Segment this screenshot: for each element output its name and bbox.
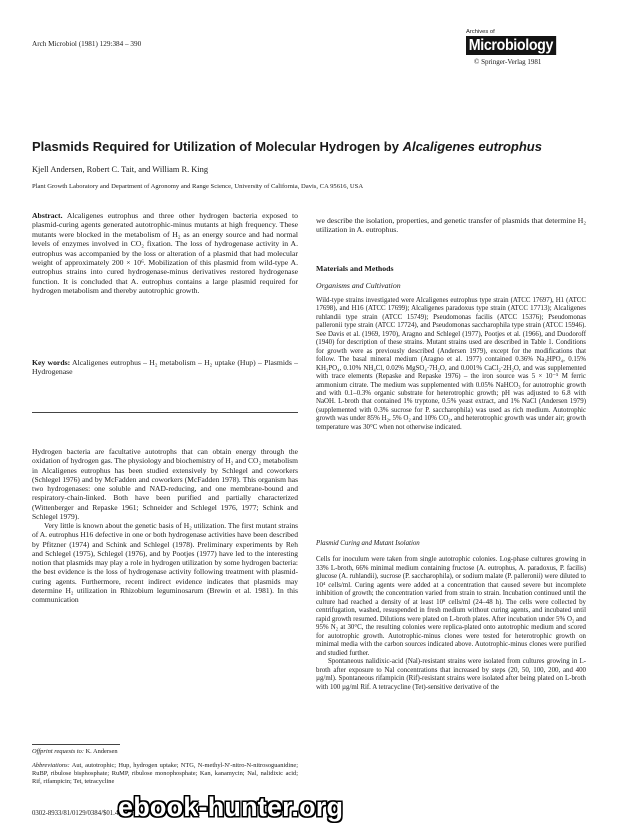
intro-paragraph-1: Hydrogen bacteria are facultative autotrophs that can obtain energy through the oxidation of hydrogen gas. The physiology and biochemistry of H₂ and CO₂ metabolism in Alcaligenes eutrophus has been studied extensively by Schlegel and coworkers (Schlegel 1976) and by McFadden and coworkers (McFadden 1978). This organism has two hydrogenases: one soluble and NAD-reducing, and one membrane-bound and respiratory-chain-linked. Both have been purified and partially characterized (Wittenberger and Repaske 1961; Schneider and Schlegel 1976, 1977; Schink and Schlegel 1979).	[32, 447, 298, 521]
journal-reference: Arch Microbiol (1981) 129:384 – 390	[32, 40, 142, 48]
article-affiliation: Plant Growth Laboratory and Department of Agronomy and Range Science, University of California, Davis, CA 95616, USA	[32, 183, 364, 190]
article-title-italic: Alcaligenes eutrophus	[402, 139, 542, 154]
keywords-paragraph	[32, 358, 298, 377]
abstract-label: Abstract.	[32, 211, 63, 220]
methods-paragraph-2: Cells for inoculum were taken from single autotrophic colonies. Log-phase cultures growing in 33% L-broth, 66% minimal medium containing fructose (A. eutrophus, A. paradoxus, P. facilis) glucose (A. ruhlandii), sucrose (P. saccharophila), or sodium malate (P. palleronii) were diluted to 10⁴ cells/ml. Curing agents were added at a concentration that caused severe but incomplete inhibition of growth; the concentration varied from strain to strain. Incubation continued until the culture had reached a density of at least 10⁸ cells/ml (24–48 h). The cells were collected by centrifugation, washed, resuspended in fresh medium without curing agents, and incubated until rapid growth resumed. Dilutions were plated on L-broth plates. After incubation under 5% O₂ and 95% N₂ at 30°C, the resulting colonies were replica-plated onto autotrophic medium and scored for autotrophic growth. Autotrophic-minus clones were tested for heterotrophic growth on minimal media with the carbon sources indicated above. Autotrophic-minus clones were purified and studied further.	[316, 556, 586, 657]
abstract-paragraph	[32, 211, 298, 296]
abbreviations-text: Aut, autotrophic; Hup, hydrogen uptake; NTG, N-methyl-N'-nitro-N-nitrosoguanidine; RuBP, ribulose bisphosphate; RuMP, ribulose monophosphate; Kan, kanamycin; Nal, nalidixic acid; Rif, rifampicin; Tet, tetracycline	[32, 762, 298, 785]
methods-subheading-organisms: Organisms and Cultivation	[316, 281, 401, 290]
methods-heading: Materials and Methods	[316, 264, 394, 273]
abstract-text: Alcaligenes eutrophus and three other hydrogen bacteria exposed to plasmid-curing agents generated autotrophic-minus mutants at high frequency. These mutants were blocked in the metabolism of H₂ as an energy source and had normal levels of enzymes involved in CO₂ fixation. The loss of hydrogenase activity in A. eutrophus was accompanied by the loss or alteration of a plasmid that had molecular weight of approximately 200 × 10⁶. Mobilization of this plasmid from wild-type A. eutrophus strains into cured hydrogenase-minus derivatives restored hydrogenase function. It is concluded that A. eutrophus contains a large plasmid required for hydrogen metabolism and thereby autotrophic growth.	[32, 211, 298, 296]
methods-paragraph-1: Wild-type strains investigated were Alcaligenes eutrophus type strain (ATCC 17697), H1 (ATCC 17698), and H16 (ATCC 17699); Alcaligenes paradoxus type strain (ATCC 17713); Alcaligenes ruhlandii type strain (ATCC 15749); Pseudomonas facilis (ATCC 15376); Pseudomonas palleronii type strain (ATCC 17724), and Pseudomonas saccharophila type strain (ATCC 15946). See Davis et al. (1969, 1970), Aragno and Schlegel (1977), Pootjes et al. (1966), and Duodoroff (1940) for description of these strains. Mutant strains used are described in Table 1. Conditions for growth were as previously described (Andersen 1979), except for the modifications that follow. The basal mineral medium (Aragno et al. 1977) contained 0.36% Na₂HPO₄, 0.15% KH₂PO₄, 0.10% NH₄Cl, 0.02% MgSO₄·7H₂O, and 0.001% CaCl₂·2H₂O, and was supplemented with trace elements (Repaske and Repaske 1976) – the iron source was 5 × 10⁻⁵ M ferric ammonium citrate. The medium was supplemented with 0.05% NaHCO₃ for autotrophic growth and with 0.1–0.3% organic substrate for heterotrophic growth; pH was adjusted to 6.8 with NaOH. L-broth that contained 1% tryptone, 0.5% yeast extract, and 1% NaCl (Andersen 1979) (supplemented with 0.3% sucrose for P. saccharophila) was used as rich medium. Autotrophic growth was under 85% H₂, 5% O₂ and 10% CO₂, and heterotrophic growth was under air; growth temperature was 30°C when not otherwise indicated.	[316, 297, 586, 431]
methods-organisms	[316, 297, 586, 432]
abbreviations-label: Abbreviations:	[32, 762, 70, 769]
masthead-logo: Microbiology	[466, 36, 556, 55]
abstract	[32, 211, 298, 296]
offprint-footnote	[32, 748, 118, 755]
issn-code: 0302-8933/81/0129/0384/$01.40	[32, 810, 122, 817]
masthead-top-text: Archives of	[466, 29, 495, 35]
offprint-name: K. Andersen	[85, 748, 118, 755]
keywords	[32, 358, 298, 377]
watermark-text: ebook-hunter.org	[118, 792, 344, 822]
abstract-divider	[32, 412, 298, 413]
article-title-plain: Plasmids Required for Utilization of Molecular Hydrogen by	[32, 139, 403, 154]
methods-subheading-curing: Plasmid Curing and Mutant Isolation	[316, 540, 420, 547]
keywords-label: Key words:	[32, 358, 71, 367]
journal-masthead	[466, 29, 582, 66]
introduction-continued	[316, 216, 586, 235]
masthead-copyright: © Springer-Verlag 1981	[474, 58, 542, 66]
abbreviations-footnote	[32, 762, 298, 786]
keywords-text: Alcaligenes eutrophus – H₂ metabolism – H₂ uptake (Hup) – Plasmids – Hydrogenase	[32, 358, 298, 377]
footnote-divider	[32, 744, 120, 745]
introduction	[32, 447, 298, 604]
offprint-label: Offprint requests to:	[32, 748, 84, 755]
intro-paragraph-2: Very little is known about the genetic basis of H₂ utilization. The first mutant strains of A. eutrophus H16 defective in one or both hydrogenase activities have been described by Pfitzner (1974) and Schink and Schlegel (1978). Preliminary experiments by Reh and Schlegel (1975), Schlegel (1976), and by Pootjes (1977) have led to the interesting notion that plasmids may play a role in hydrogen utilization by some hydrogen bacteria: the best evidence is the loss of hydrogenase activity following treatment with plasmid-curing agents. Furthermore, recent indirect evidence indicates that plasmids may determine H₂ utilization in Rhizobium leguminosarum (Brewin et al. 1981). In this communication	[32, 521, 298, 604]
article-authors: Kjell Andersen, Robert C. Tait, and William R. King	[32, 165, 209, 174]
article-title	[32, 139, 592, 155]
methods-curing	[316, 556, 586, 692]
methods-paragraph-3: Spontaneous nalidixic-acid (Nal)-resistant strains were isolated from cultures growing in L-broth after exposure to Nal concentrations that increased by steps (20, 50, 100, 200, and 400 µg/ml). Spontaneous rifampicin (Rif)-resistant strains were isolated after being plated on L-broth with 100 µg/ml Rif. A tetracycline (Tet)-sensitive derivative of the	[316, 658, 586, 691]
intro-continuation: we describe the isolation, properties, and genetic transfer of plasmids that determine H₂ utilization in A. eutrophus.	[316, 216, 586, 235]
